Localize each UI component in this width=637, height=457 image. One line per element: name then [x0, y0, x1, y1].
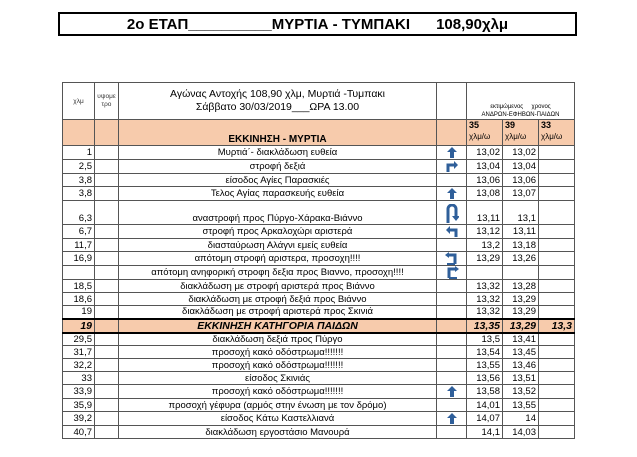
table-row: [63, 252, 637, 266]
time-35-cell: 13,12: [467, 225, 503, 239]
time-39-cell: 13,29: [503, 319, 539, 333]
race-info: [119, 83, 437, 120]
time-35-cell: 13,55: [467, 359, 503, 372]
time-35-cell: 14,07: [467, 412, 503, 426]
description-cell: απότομη ανηφορική στροφη δεξια προς Βιαννο, προσοχη!!!!: [119, 266, 437, 280]
time-33-cell: [539, 187, 575, 201]
description-cell: διακλάδωση με στροφή αριστερά προς Σκινιά: [119, 306, 437, 319]
start-row: [63, 120, 637, 146]
km-cell: 33,9: [63, 385, 95, 399]
km-cell: 3,8: [63, 174, 95, 187]
speed-33: 33 χλμ/ω: [539, 120, 575, 146]
description-cell: προσοχή γέφυρα (αρμός στην ένωση με τον δρόμο): [119, 399, 437, 412]
time-35-cell: 13,02: [467, 146, 503, 160]
km-cell: 11,7: [63, 239, 95, 252]
km-cell: 2,5: [63, 160, 95, 174]
km-cell: 39,2: [63, 412, 95, 426]
time-33-cell: [539, 399, 575, 412]
header-row: [63, 83, 637, 120]
description-cell: απότομη στροφή αριστερα, προσοχη!!!!: [119, 252, 437, 266]
time-label: χρονος: [531, 104, 551, 110]
groups-label: ΑΝΔΡΩΝ-ΕΦΗΒΩΝ-ΠΑΙΔΩΝ: [481, 112, 560, 118]
race-info-line1: Αγώνας Αντοχής 108,90 χλμ, Μυρτιά -Τυμπακι: [170, 88, 385, 100]
description-cell: προσοχή κακό οδόστρωμα!!!!!!!: [119, 385, 437, 399]
turn-right-icon: [437, 160, 466, 173]
table-row: [63, 174, 637, 187]
table-row: [63, 333, 637, 346]
time-39-cell: [503, 266, 539, 280]
estimated-time-header: [467, 83, 575, 120]
time-35-cell: [467, 266, 503, 280]
altitude-cell: [95, 160, 119, 174]
icon-cell: [437, 160, 467, 174]
time-39-cell: 13,1: [503, 201, 539, 225]
time-35-cell: 13,04: [467, 160, 503, 174]
altitude-cell: [95, 346, 119, 359]
time-33-cell: [539, 346, 575, 359]
altitude-cell: [95, 319, 119, 333]
km-cell: 18,5: [63, 280, 95, 293]
altitude-cell: [95, 146, 119, 160]
time-33-cell: [539, 385, 575, 399]
time-35-cell: 13,08: [467, 187, 503, 201]
table-row: [63, 293, 637, 306]
time-35-cell: 13,29: [467, 252, 503, 266]
icon-cell: [437, 293, 467, 306]
time-35-cell: 13,32: [467, 293, 503, 306]
icon-cell: [437, 266, 467, 280]
description-cell: είσοδος Κάτω Καστελλιανά: [119, 412, 437, 426]
icon-cell: [437, 201, 467, 225]
time-33-cell: [539, 333, 575, 346]
table-row: [63, 306, 637, 319]
table-row: [63, 266, 637, 280]
km-cell: 33: [63, 372, 95, 385]
time-35-cell: 13,35: [467, 319, 503, 333]
description-cell: αναστροφή προς Πύργο-Χάρακα-Βιάννο: [119, 201, 437, 225]
icon-cell: [437, 319, 467, 333]
icon-cell: [437, 333, 467, 346]
kids-start-label: ΕΚΚΙΝΗΣΗ ΚΑΤΗΓΟΡΙΑ ΠΑΙΔΩΝ: [119, 319, 437, 333]
time-39-cell: 13,41: [503, 333, 539, 346]
time-33-cell: [539, 160, 575, 174]
time-35-cell: 13,32: [467, 306, 503, 319]
table-row: [63, 359, 637, 372]
table-row: [63, 146, 637, 160]
km-cell: 16,9: [63, 252, 95, 266]
altitude-cell: [95, 306, 119, 319]
icon-cell: [437, 412, 467, 426]
time-39-cell: 13,55: [503, 399, 539, 412]
altitude-cell: [95, 385, 119, 399]
km-cell: 32,2: [63, 359, 95, 372]
description-cell: είσοδος Αγίες Παρασκιές: [119, 174, 437, 187]
kids-start-row: [63, 319, 637, 333]
title-blank: __________: [188, 15, 272, 33]
time-35-cell: 13,58: [467, 385, 503, 399]
time-39-cell: 13,28: [503, 280, 539, 293]
description-cell: διακλάδωση δεξιά προς Πύργο: [119, 333, 437, 346]
km-cell: 19: [63, 319, 95, 333]
icon-cell: [437, 359, 467, 372]
km-cell: 6,7: [63, 225, 95, 239]
race-info-line2: Σάββατο 30/03/2019___ΩΡΑ 13.00: [195, 101, 360, 113]
up-arrow-icon: [437, 385, 466, 398]
table-row: [63, 225, 637, 239]
time-33-cell: [539, 359, 575, 372]
km-cell: 35,9: [63, 399, 95, 412]
time-39-cell: 13,52: [503, 385, 539, 399]
time-35-cell: 13,06: [467, 174, 503, 187]
table-row: [63, 385, 637, 399]
time-33-cell: [539, 412, 575, 426]
time-35-cell: 13,56: [467, 372, 503, 385]
description-cell: προσοχή κακό οδόστρωμα!!!!!!!: [119, 359, 437, 372]
altitude-cell: [95, 174, 119, 187]
table-row: [63, 346, 637, 359]
altitude-cell: [95, 225, 119, 239]
time-33-cell: [539, 266, 575, 280]
icon-cell: [437, 346, 467, 359]
altitude-cell: [95, 412, 119, 426]
km-cell: 1: [63, 146, 95, 160]
up-arrow-icon: [437, 187, 466, 200]
icon-cell: [437, 252, 467, 266]
description-cell: διασταύρωση Αλάγνι εμείς ευθεία: [119, 239, 437, 252]
table-row: [63, 412, 637, 426]
table-row: [63, 399, 637, 412]
time-39-cell: 14: [503, 412, 539, 426]
route-name: ΜΥΡΤΙΑ - ΤΥΜΠΑΚΙ: [271, 15, 411, 33]
description-cell: στροφή δεξιά: [119, 160, 437, 174]
time-33-cell: [539, 280, 575, 293]
altitude-cell: [95, 201, 119, 225]
description-cell: στροφή προς Αρκαλοχώρι αριστερά: [119, 225, 437, 239]
time-35-cell: 14,1: [467, 426, 503, 439]
table-row: [63, 239, 637, 252]
description-cell: Μυρτιά΄- διακλάδωση ευθεία: [119, 146, 437, 160]
table-row: [63, 426, 637, 439]
icon-cell: [437, 187, 467, 201]
time-33-cell: [539, 146, 575, 160]
time-33-cell: [539, 239, 575, 252]
altitude-cell: [95, 359, 119, 372]
time-39-cell: 13,26: [503, 252, 539, 266]
km-cell: 31,7: [63, 346, 95, 359]
icon-cell: [437, 426, 467, 439]
table-row: [63, 160, 637, 174]
time-35-cell: 13,54: [467, 346, 503, 359]
description-cell: διακλάδωση με στροφή δεξιά προς Βιάννο: [119, 293, 437, 306]
up-arrow-icon: [437, 146, 466, 159]
roadbook-sheet: [62, 82, 637, 457]
time-39-cell: 13,02: [503, 146, 539, 160]
icon-cell: [437, 385, 467, 399]
time-33-cell: [539, 372, 575, 385]
icon-cell: [437, 306, 467, 319]
time-33-cell: [539, 225, 575, 239]
stage-label: 2ο ΕΤΑΠ: [126, 15, 189, 33]
altitude-column-header: υψομε τρο: [95, 83, 119, 120]
icon-cell: [437, 174, 467, 187]
table-row: [63, 201, 637, 225]
speed-39: 39 χλμ/ω: [503, 120, 539, 146]
estimated-label: εκτιμώμενος: [490, 104, 524, 110]
time-39-cell: 13,18: [503, 239, 539, 252]
speed-35: 35 χλμ/ω: [467, 120, 503, 146]
time-33-cell: [539, 174, 575, 187]
km-column-header: χλμ: [63, 83, 95, 120]
time-39-cell: 13,29: [503, 293, 539, 306]
altitude-cell: [95, 372, 119, 385]
time-39-cell: 13,11: [503, 225, 539, 239]
altitude-cell: [95, 333, 119, 346]
km-cell: 19: [63, 306, 95, 319]
altitude-cell: [95, 187, 119, 201]
time-39-cell: 13,04: [503, 160, 539, 174]
sharp-left-icon: [437, 252, 466, 265]
table-row: [63, 187, 637, 201]
km-cell: 29,5: [63, 333, 95, 346]
description-cell: διακλάδωση με στροφή αριστερά προς Βιάννο: [119, 280, 437, 293]
roadbook-table: [62, 82, 637, 439]
turn-left-icon: [437, 225, 466, 238]
sharp-right-icon: [437, 266, 466, 279]
altitude-cell: [95, 293, 119, 306]
time-33-cell: [539, 201, 575, 225]
altitude-cell: [95, 266, 119, 280]
altitude-cell: [95, 280, 119, 293]
time-33-cell: [539, 293, 575, 306]
description-cell: προσοχή κακό οδόστρωμα!!!!!!!: [119, 346, 437, 359]
km-cell: 18,6: [63, 293, 95, 306]
time-33-cell: 13,3: [539, 319, 575, 333]
km-cell: 40,7: [63, 426, 95, 439]
time-35-cell: 14,01: [467, 399, 503, 412]
icon-cell: [437, 146, 467, 160]
route-distance: 108,90χλμ: [436, 15, 509, 33]
km-cell: 6,3: [63, 201, 95, 225]
icon-cell: [437, 399, 467, 412]
description-cell: είσοδος Σκινιάς: [119, 372, 437, 385]
altitude-cell: [95, 426, 119, 439]
time-35-cell: 13,2: [467, 239, 503, 252]
up-arrow-icon: [437, 412, 466, 425]
time-39-cell: 14,03: [503, 426, 539, 439]
time-39-cell: 13,51: [503, 372, 539, 385]
time-33-cell: [539, 306, 575, 319]
start-label: ΕΚΚΙΝΗΣΗ - ΜΥΡΤΙΑ: [119, 120, 437, 146]
icon-cell: [437, 372, 467, 385]
altitude-cell: [95, 239, 119, 252]
icon-cell: [437, 239, 467, 252]
altitude-cell: [95, 399, 119, 412]
time-33-cell: [539, 252, 575, 266]
time-39-cell: 13,46: [503, 359, 539, 372]
time-35-cell: 13,11: [467, 201, 503, 225]
time-35-cell: 13,5: [467, 333, 503, 346]
route-title-box: [58, 12, 577, 36]
altitude-cell: [95, 252, 119, 266]
icon-cell: [437, 280, 467, 293]
icon-cell: [437, 225, 467, 239]
km-cell: [63, 266, 95, 280]
time-39-cell: 13,45: [503, 346, 539, 359]
description-cell: διακλάδωση εργοστάσιο Μανουρά: [119, 426, 437, 439]
u-turn-icon: [437, 204, 466, 224]
time-33-cell: [539, 426, 575, 439]
time-39-cell: 13,07: [503, 187, 539, 201]
time-35-cell: 13,32: [467, 280, 503, 293]
description-cell: Τελος Αγίας παρασκευής ευθεία: [119, 187, 437, 201]
km-cell: 3,8: [63, 187, 95, 201]
time-39-cell: 13,06: [503, 174, 539, 187]
time-39-cell: 13,29: [503, 306, 539, 319]
table-row: [63, 372, 637, 385]
table-row: [63, 280, 637, 293]
